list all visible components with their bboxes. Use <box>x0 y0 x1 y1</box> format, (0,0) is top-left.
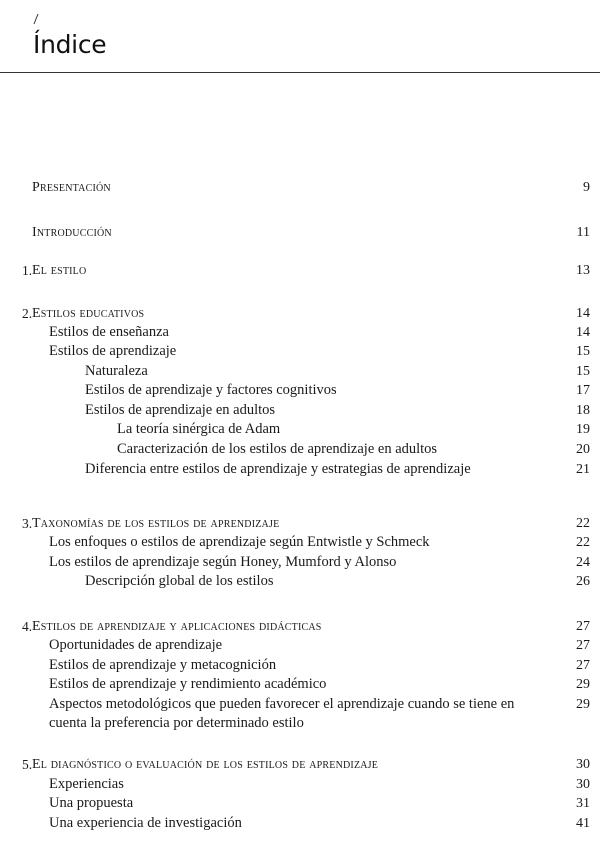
toc-entry[interactable] <box>0 533 600 552</box>
toc-entry-label: Estilos de aprendizaje y metacognición <box>49 657 277 673</box>
toc-entry-label: Estilos de aprendizaje y aplicaciones didácticas <box>32 619 322 634</box>
toc-entry-page: 31 <box>576 796 590 811</box>
toc-entry-label: Estilos de aprendizaje en adultos <box>85 402 276 418</box>
toc-entry-number: 2. <box>22 306 33 321</box>
toc-entry-page: 26 <box>576 574 590 589</box>
toc-entry-label: Estilos de enseñanza <box>49 324 169 340</box>
page-title: Índice <box>33 30 107 59</box>
toc-entry[interactable] <box>0 572 600 591</box>
toc-entry[interactable] <box>0 261 600 280</box>
toc-entry-label: Caracterización de los estilos de aprendizaje en adultos <box>117 441 438 457</box>
toc-entry-label: Aspectos metodológicos que pueden favorecer el aprendizaje cuando se tiene en cuenta la preferencia por determinado estilo <box>49 696 515 731</box>
toc-entry-page: 15 <box>576 344 590 359</box>
toc-entry[interactable] <box>0 636 600 655</box>
toc-entry-page: 20 <box>576 442 590 457</box>
toc-entry[interactable] <box>0 304 600 323</box>
toc-entry-page: 19 <box>576 422 590 437</box>
toc-entry[interactable] <box>0 755 600 774</box>
toc-entry[interactable] <box>0 460 600 479</box>
toc-entry-page: 41 <box>576 816 590 831</box>
toc-entry-page: 27 <box>576 619 590 634</box>
toc-entry[interactable] <box>0 814 600 833</box>
toc-entry-page: 29 <box>576 697 590 712</box>
toc-entry[interactable] <box>0 695 600 731</box>
toc-entry-page: 18 <box>576 403 590 418</box>
toc-entry[interactable] <box>0 362 600 381</box>
toc-entry-label: Taxonomías de los estilos de aprendizaje <box>32 516 280 531</box>
toc-entry-page: 17 <box>576 383 590 398</box>
toc-entry-label: Presentación <box>32 180 111 195</box>
toc-entry[interactable] <box>0 617 600 636</box>
toc-entry[interactable] <box>0 401 600 420</box>
toc-entry-label: La teoría sinérgica de Adam <box>117 421 281 437</box>
toc-entry[interactable] <box>0 775 600 794</box>
toc-entry-number: 3. <box>22 516 33 531</box>
toc-entry-label: Oportunidades de aprendizaje <box>49 637 223 653</box>
toc-entry-number: 5. <box>22 757 33 772</box>
toc-entry-label: Diferencia entre estilos de aprendizaje y estrategias de aprendizaje <box>85 461 471 477</box>
toc-entry[interactable] <box>0 223 600 242</box>
toc-entry-label: Estilos de aprendizaje <box>49 343 177 359</box>
toc-entry-page: 30 <box>576 777 590 792</box>
toc-entry-page: 13 <box>576 263 590 278</box>
toc-entry-label: Estilos de aprendizaje y factores cognitivos <box>85 382 337 398</box>
toc-entry-label: Naturaleza <box>85 363 148 379</box>
toc-entry-page: 22 <box>576 516 590 531</box>
toc-entry[interactable] <box>0 342 600 361</box>
toc-entry[interactable] <box>0 323 600 342</box>
toc-entry-label: Introducción <box>32 225 112 240</box>
toc-entry-page: 24 <box>576 555 590 570</box>
toc-entry-page: 30 <box>576 757 590 772</box>
toc-entry-page: 15 <box>576 364 590 379</box>
toc-entry-label: El estilo <box>32 263 87 278</box>
toc-entry-label: Estilos educativos <box>32 306 145 321</box>
toc-entry-page: 29 <box>576 677 590 692</box>
toc-entry[interactable] <box>0 178 600 197</box>
toc-entry[interactable] <box>0 553 600 572</box>
toc-entry-page: 14 <box>576 306 590 321</box>
toc-entry-number: 4. <box>22 619 33 634</box>
toc-entry-page: 11 <box>576 225 590 240</box>
toc-entry-page: 14 <box>576 325 590 340</box>
toc-entry-page: 27 <box>576 658 590 673</box>
toc-entry-label: Estilos de aprendizaje y rendimiento académico <box>49 676 327 692</box>
toc-entry-page: 22 <box>576 535 590 550</box>
toc-entry-number: 1. <box>22 263 33 278</box>
title-divider <box>0 72 600 73</box>
toc-entry-label: Descripción global de los estilos <box>85 573 274 589</box>
toc-entry[interactable] <box>0 514 600 533</box>
toc-entry-label: Una experiencia de investigación <box>49 815 242 831</box>
toc-entry[interactable] <box>0 656 600 675</box>
toc-entry[interactable] <box>0 381 600 400</box>
toc-entry-label: Los estilos de aprendizaje según Honey, Mumford y Alonso <box>49 554 397 570</box>
toc-entry-label: Los enfoques o estilos de aprendizaje según Entwistle y Schmeck <box>49 534 430 550</box>
toc-entry[interactable] <box>0 420 600 439</box>
toc-entry[interactable] <box>0 675 600 694</box>
toc-entry-page: 9 <box>583 180 590 195</box>
toc-entry-label: El diagnóstico o evaluación de los estilos de aprendizaje <box>32 757 379 772</box>
toc-entry-label: Una propuesta <box>49 795 134 811</box>
decorative-mark-icon <box>33 13 39 25</box>
toc-entry-page: 21 <box>576 462 590 477</box>
toc-entry-label: Experiencias <box>49 776 124 792</box>
toc-entry[interactable] <box>0 794 600 813</box>
toc-entry[interactable] <box>0 440 600 459</box>
toc-entry-page: 27 <box>576 638 590 653</box>
